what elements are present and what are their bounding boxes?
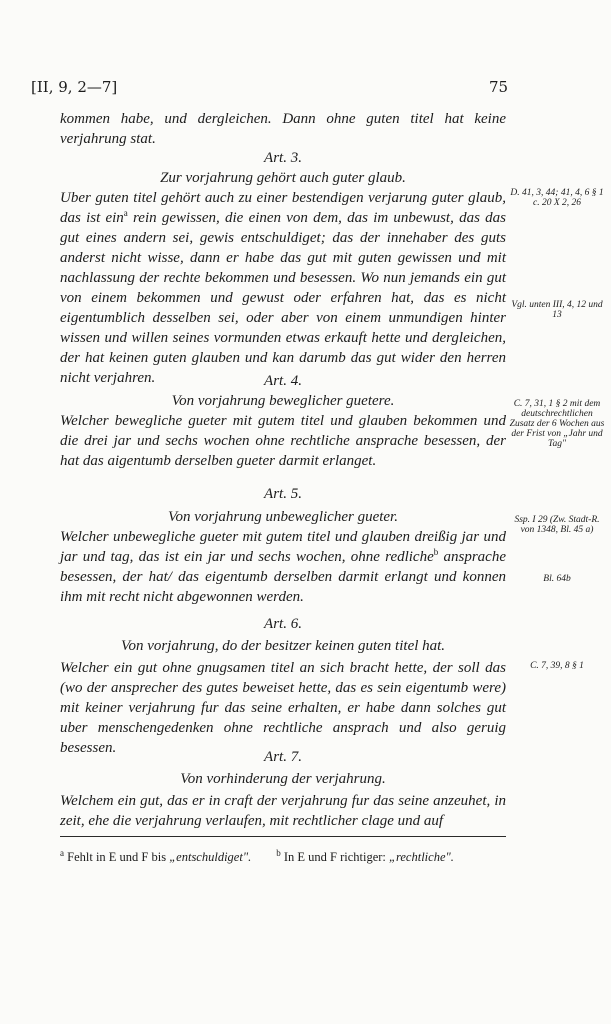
art3-margin-note-2: Vgl. unten III, 4, 12 und 13 [511, 300, 603, 320]
art4-number: Art. 4. [264, 373, 302, 389]
art7-number: Art. 7. [264, 749, 302, 765]
art3-margin-note-1: D. 41, 3, 44; 41, 4, 6 § 1 c. 20 X 2, 26 [510, 188, 604, 208]
art5-margin-note-2: Bl. 64b [543, 574, 571, 584]
art4-title: Von vorjahrung beweglicher guetere. [171, 393, 395, 409]
footnote-divider [60, 836, 506, 837]
footnote-ref-b: b [433, 547, 439, 557]
art6-number: Art. 6. [264, 616, 302, 632]
art6-margin-note: C. 7, 39, 8 § 1 [530, 661, 584, 671]
art5-paragraph: Welcher unbewegliche gueter mit gutem titel und glauben dreißig jar und jar und tag, das ist ein jar und sechs wochen, ohne redliche$^b$ ansprache besessen, der hat/ das eigentumb derselben darmit erlangt und konnen ihm mit recht nicht abgewonnen werden. [60, 529, 506, 605]
art3-title: Zur vorjahrung gehört auch guter glaub. [160, 170, 406, 186]
art5-title: Von vorjahrung unbeweglicher gueter. [168, 509, 398, 525]
art3-number: Art. 3. [264, 150, 302, 166]
footnote-b: $^b$ In E und F richtiger: „rechtliche". [276, 847, 454, 864]
art4-margin-note: C. 7, 31, 1 § 2 mit dem deutschrechtlichen Zusatz der 6 Wochen aus der Frist von „Jahr und Tag" [509, 399, 605, 449]
art6-title: Von vorjahrung, do der besitzer keinen guten titel hat. [120, 638, 446, 654]
art5-margin-note-1: Ssp. I 29 (Zw. Stadt-R. von 1348, Bl. 45 a) [514, 515, 600, 535]
art5-number: Art. 5. [264, 486, 302, 502]
art4-paragraph: Welcher bewegliche gueter mit gutem titel und glauben bekommen und die drei jar und sechs wochen ohne rechtliche ansprache besessen, der hat das aigentumb derselben gueter darmit erlanget. [60, 413, 506, 469]
running-head-section: [II, 9, 2—7] [31, 78, 118, 96]
art3-paragraph: Uber guten titel gehört auch zu einer bestendigen verjarung guter glaub, das ist ein$^a$ rein gewissen, die einen von dem, das im unbewust, das das gut eines andern sei, gewis entschuldiget; das der innehaber des guts anderst nicht wisse, dann er habe das gut mit guten gewissen und mit nachlassung der rechte bekommen und besessen. Wo nun jemands ein gut von einem bekommen und gewust oder erfahren hat, das es nicht eigentumblich desselben sei, oder aber von einem unmundigen hinter wissen und willen seines vormunden etwas erkauft hette und dergleichen, der hat keinen guten glauben und kan darumb das gut wider den herren nicht verjahren. [60, 190, 506, 386]
art7-paragraph: Welchem ein gut, das er in craft der verjahrung fur das seine anzeuhet, in zeit, ehe die verjahrung verlaufen, mit rechtlicher clage und auf [60, 793, 506, 829]
intro-paragraph: kommen habe, und dergleichen. Dann ohne guten titel hat keine verjahrung stat. [60, 111, 506, 147]
art7-title: Von vorhinderung der verjahrung. [180, 771, 386, 787]
footnotes [60, 849, 506, 866]
art6-paragraph: Welcher ein gut ohne gnugsamen titel an sich bracht hette, der soll das (wo der ansprecher des gutes beweiset hette, das es sein eigentumb were) mit keiner verjahrung fur das seine erhalten, er habe dann solches gut uber menschengedenken ohne rechtliche ansprach und also geruig besessen. [60, 660, 506, 756]
footnote-ref-a: a [123, 208, 128, 218]
footnote-a: $^a$ Fehlt in E und F bis „entschuldiget". [60, 847, 252, 864]
page-number: 75 [489, 78, 509, 96]
